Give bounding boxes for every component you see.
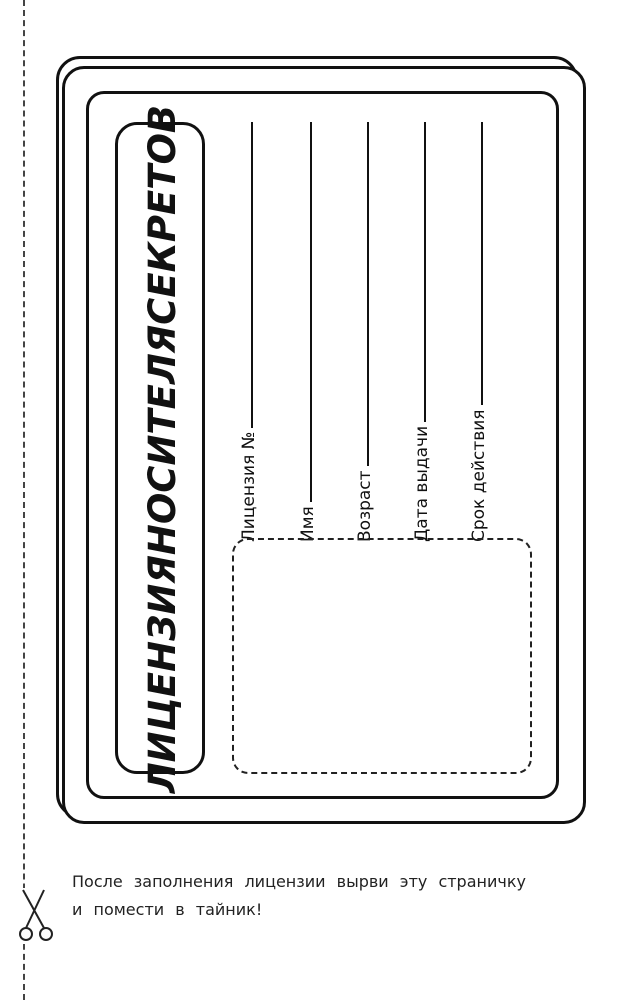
field-license-number[interactable] [235, 122, 259, 542]
title-word-3: СЕКРЕТОВ [140, 104, 184, 325]
license-title [132, 104, 192, 794]
field-age[interactable] [351, 122, 375, 542]
field-name[interactable] [294, 122, 318, 542]
instruction-caption [72, 868, 592, 924]
field-label: Дата выдачи [412, 425, 432, 542]
title-word-1: ЛИЦЕНЗИЯ [140, 555, 184, 794]
field-line [424, 122, 426, 422]
field-line [310, 122, 312, 502]
caption-line-2: и помести в тайник! [72, 900, 263, 919]
field-validity[interactable] [465, 122, 489, 542]
field-label: Имя [298, 506, 318, 542]
field-label: Возраст [355, 470, 375, 542]
field-label: Срок действия [469, 409, 489, 542]
field-issue-date[interactable] [408, 122, 432, 542]
field-line [481, 122, 483, 405]
scissors-icon [14, 888, 64, 944]
caption-line-1: После заполнения лицензии вырви эту страничку [72, 872, 526, 891]
photo-box[interactable] [232, 538, 532, 774]
field-line [367, 122, 369, 466]
field-line [251, 122, 253, 428]
field-label: Лицензия № [239, 431, 259, 542]
cut-line [23, 0, 25, 1000]
title-word-2: НОСИТЕЛЯ [140, 324, 184, 556]
